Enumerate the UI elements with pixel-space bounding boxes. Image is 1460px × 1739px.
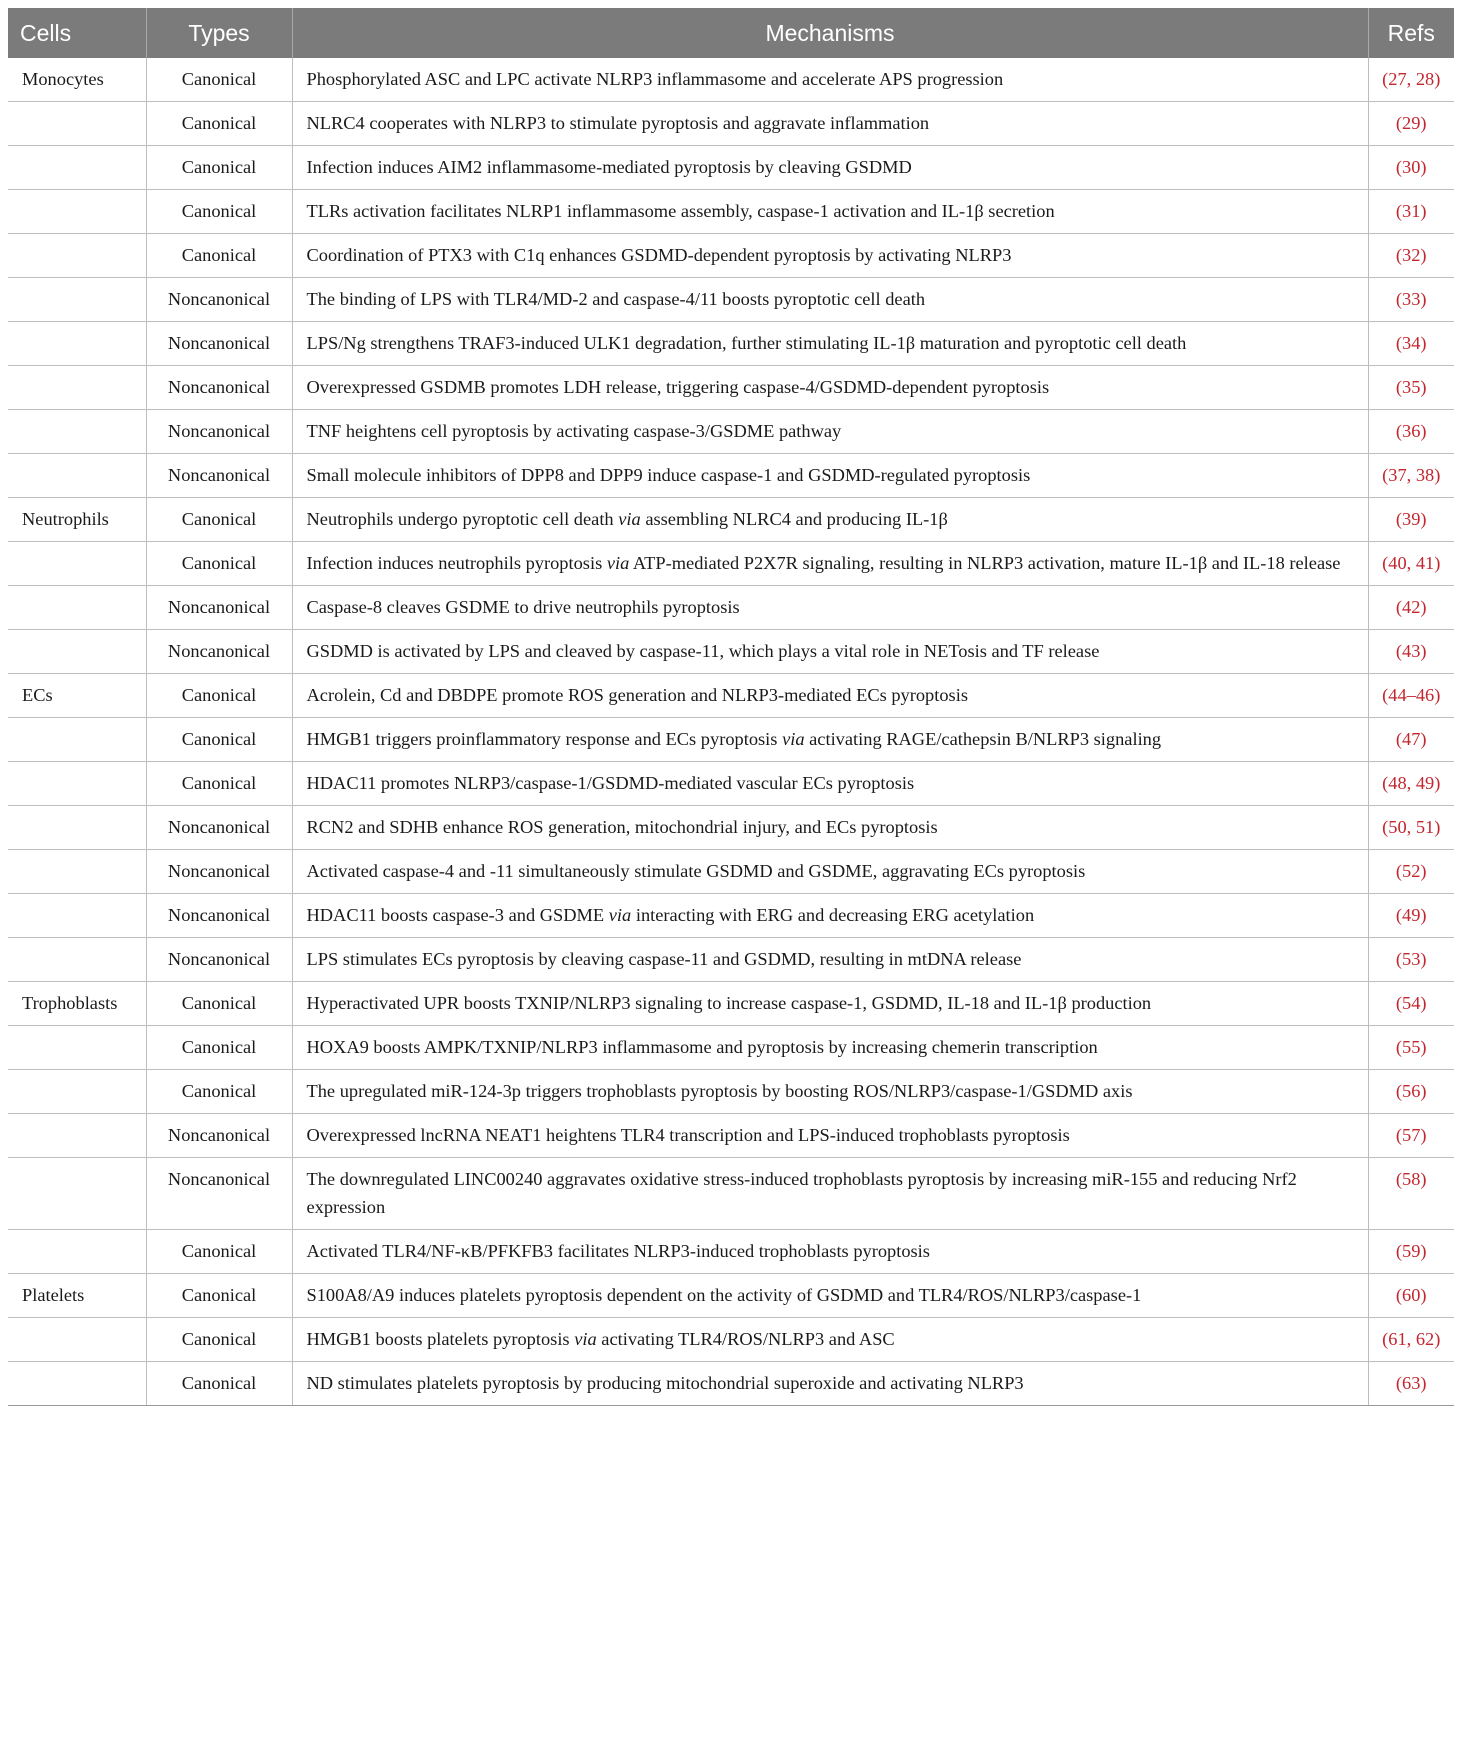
pathway-type: Canonical	[146, 1026, 292, 1070]
pathway-type: Noncanonical	[146, 1158, 292, 1230]
table-row	[8, 1362, 1454, 1406]
cell-type-name	[8, 102, 146, 146]
pathway-type: Noncanonical	[146, 894, 292, 938]
refs-cell	[1368, 102, 1454, 146]
pathway-type: Canonical	[146, 498, 292, 542]
cell-type-name	[8, 322, 146, 366]
refs-cell	[1368, 278, 1454, 322]
cell-type-name: Monocytes	[22, 69, 104, 89]
refs-cell	[1368, 1230, 1454, 1274]
cell-type-name	[8, 234, 146, 278]
pathway-type: Noncanonical	[146, 806, 292, 850]
pyroptosis-table-container	[8, 8, 1454, 1406]
pathway-type: Canonical	[146, 1230, 292, 1274]
cell-type-name	[8, 1318, 146, 1362]
refs-cell	[1368, 234, 1454, 278]
reference-link[interactable]: (53)	[1395, 949, 1427, 969]
reference-link[interactable]: (60)	[1395, 1285, 1427, 1305]
table-row	[8, 1274, 1454, 1318]
cell-type-name	[8, 718, 146, 762]
cell-type-name	[8, 1158, 146, 1230]
table-row	[8, 366, 1454, 410]
table-row	[8, 630, 1454, 674]
reference-link[interactable]: (33)	[1395, 289, 1427, 309]
cell-type-name	[8, 850, 146, 894]
cell-type-name	[8, 806, 146, 850]
table-row	[8, 58, 1454, 102]
refs-cell	[1368, 322, 1454, 366]
refs-cell	[1368, 542, 1454, 586]
mechanism-text: NLRC4 cooperates with NLRP3 to stimulate pyroptosis and aggravate inflammation	[292, 102, 1368, 146]
reference-link[interactable]: (30)	[1395, 157, 1427, 177]
cell-type-name	[8, 278, 146, 322]
reference-link[interactable]: (57)	[1395, 1125, 1427, 1145]
header-row	[8, 8, 1454, 58]
refs-cell	[1368, 58, 1454, 102]
mechanism-text: HMGB1 triggers proinflammatory response and ECs pyroptosis via activating RAGE/cathepsin B/NLRP3 signaling	[292, 718, 1368, 762]
mechanism-text: Neutrophils undergo pyroptotic cell death via assembling NLRC4 and producing IL-1β	[292, 498, 1368, 542]
reference-link[interactable]: (47)	[1395, 729, 1427, 749]
refs-cell	[1368, 586, 1454, 630]
reference-link[interactable]: (49)	[1395, 905, 1427, 925]
mechanism-text: LPS stimulates ECs pyroptosis by cleaving caspase-11 and GSDMD, resulting in mtDNA release	[292, 938, 1368, 982]
refs-cell	[1368, 190, 1454, 234]
mechanism-text: HMGB1 boosts platelets pyroptosis via activating TLR4/ROS/NLRP3 and ASC	[292, 1318, 1368, 1362]
cell-type-name	[8, 586, 146, 630]
mechanism-text: S100A8/A9 induces platelets pyroptosis dependent on the activity of GSDMD and TLR4/ROS/NLRP3/caspase-1	[292, 1274, 1368, 1318]
table-row	[8, 190, 1454, 234]
table-row	[8, 498, 1454, 542]
reference-link[interactable]: (63)	[1395, 1373, 1427, 1393]
table-row	[8, 102, 1454, 146]
mechanism-text: TLRs activation facilitates NLRP1 inflammasome assembly, caspase-1 activation and IL-1β secretion	[292, 190, 1368, 234]
table-row	[8, 322, 1454, 366]
pathway-type: Canonical	[146, 190, 292, 234]
cell-type-name	[8, 190, 146, 234]
reference-link[interactable]: (43)	[1395, 641, 1427, 661]
table-row	[8, 1318, 1454, 1362]
refs-cell	[1368, 806, 1454, 850]
mechanism-text: Small molecule inhibitors of DPP8 and DPP9 induce caspase-1 and GSDMD-regulated pyroptosis	[292, 454, 1368, 498]
header-types: Types	[146, 8, 292, 58]
cell-type-name	[8, 894, 146, 938]
cell-type-name: Platelets	[8, 1274, 146, 1318]
table-row	[8, 234, 1454, 278]
table-row	[8, 1026, 1454, 1070]
reference-link[interactable]: (34)	[1395, 333, 1427, 353]
pathway-type: Canonical	[146, 1070, 292, 1114]
reference-link[interactable]: (55)	[1395, 1037, 1427, 1057]
pathway-type: Canonical	[146, 1318, 292, 1362]
refs-cell	[1368, 982, 1454, 1026]
cell-type-name: Neutrophils	[8, 498, 146, 542]
refs-cell	[1368, 630, 1454, 674]
cell-type-name	[8, 938, 146, 982]
cell-type-name	[8, 630, 146, 674]
table-row	[8, 586, 1454, 630]
reference-link[interactable]: (36)	[1395, 421, 1427, 441]
table-row	[8, 542, 1454, 586]
table-row	[8, 938, 1454, 982]
table-body	[8, 58, 1454, 1406]
reference-link[interactable]: (59)	[1395, 1241, 1427, 1261]
cell-type-name	[8, 1114, 146, 1158]
table-row	[8, 1070, 1454, 1114]
mechanism-text: LPS/Ng strengthens TRAF3-induced ULK1 degradation, further stimulating IL-1β maturation and pyroptotic cell death	[292, 322, 1368, 366]
table-row	[8, 1158, 1454, 1230]
table-row	[8, 982, 1454, 1026]
pathway-type: Canonical	[146, 1274, 292, 1318]
mechanism-text: Activated caspase-4 and -11 simultaneously stimulate GSDMD and GSDME, aggravating ECs pyroptosis	[292, 850, 1368, 894]
mechanism-text: Phosphorylated ASC and LPC activate NLRP3 inflammasome and accelerate APS progression	[292, 58, 1368, 102]
cell-type-name	[8, 1362, 146, 1406]
pathway-type: Canonical	[146, 982, 292, 1026]
cell-type-name: Trophoblasts	[8, 982, 146, 1026]
reference-link[interactable]: (58)	[1395, 1169, 1427, 1189]
pathway-type: Canonical	[146, 1362, 292, 1406]
header-cells: Cells	[8, 8, 146, 58]
pathway-type: Noncanonical	[146, 410, 292, 454]
mechanism-text: Overexpressed GSDMB promotes LDH release, triggering caspase-4/GSDMD-dependent pyroptosis	[292, 366, 1368, 410]
mechanism-text: Activated TLR4/NF-κB/PFKFB3 facilitates NLRP3-induced trophoblasts pyroptosis	[292, 1230, 1368, 1274]
reference-link[interactable]: (54)	[1395, 993, 1427, 1013]
pathway-type: Canonical	[146, 674, 292, 718]
mechanism-text: ND stimulates platelets pyroptosis by producing mitochondrial superoxide and activating NLRP3	[292, 1362, 1368, 1406]
cell-type-name: ECs	[8, 674, 146, 718]
pathway-type: Canonical	[146, 542, 292, 586]
refs-cell	[1368, 674, 1454, 718]
reference-link[interactable]: (48, 49)	[1382, 773, 1441, 793]
cell-type-name	[8, 1230, 146, 1274]
pathway-type: Canonical	[146, 718, 292, 762]
cell-type-name	[8, 146, 146, 190]
refs-cell	[1368, 762, 1454, 806]
refs-cell	[1368, 1274, 1454, 1318]
reference-link[interactable]: (42)	[1395, 597, 1427, 617]
refs-cell	[1368, 938, 1454, 982]
refs-cell	[1368, 1114, 1454, 1158]
cell-type-name	[8, 1070, 146, 1114]
reference-link[interactable]: (29)	[1395, 113, 1427, 133]
table-header	[8, 8, 1454, 58]
pathway-type: Noncanonical	[146, 586, 292, 630]
refs-cell	[1368, 850, 1454, 894]
mechanism-text: Infection induces neutrophils pyroptosis via ATP-mediated P2X7R signaling, resulting in NLRP3 activation, mature IL-1β and IL-18 release	[292, 542, 1368, 586]
reference-link[interactable]: (61, 62)	[1382, 1329, 1441, 1349]
reference-link[interactable]: (50, 51)	[1382, 817, 1441, 837]
pathway-type: Canonical	[146, 234, 292, 278]
pathway-type: Noncanonical	[146, 454, 292, 498]
reference-link[interactable]: (56)	[1395, 1081, 1427, 1101]
table-row	[8, 410, 1454, 454]
pathway-type: Noncanonical	[146, 630, 292, 674]
table-row	[8, 278, 1454, 322]
cell-type-name	[8, 762, 146, 806]
refs-cell	[1368, 454, 1454, 498]
cell-type-name	[8, 366, 146, 410]
refs-cell	[1368, 366, 1454, 410]
table-row	[8, 674, 1454, 718]
mechanism-text: Coordination of PTX3 with C1q enhances GSDMD-dependent pyroptosis by activating NLRP3	[292, 234, 1368, 278]
mechanism-text: Hyperactivated UPR boosts TXNIP/NLRP3 signaling to increase caspase-1, GSDMD, IL-18 and IL-1β production	[292, 982, 1368, 1026]
cell-type-name	[8, 454, 146, 498]
table-row	[8, 850, 1454, 894]
reference-link[interactable]: (31)	[1395, 201, 1427, 221]
pathway-type: Noncanonical	[146, 938, 292, 982]
reference-link[interactable]: (37, 38)	[1382, 465, 1441, 485]
refs-cell	[1368, 146, 1454, 190]
mechanism-text: TNF heightens cell pyroptosis by activating caspase-3/GSDME pathway	[292, 410, 1368, 454]
pathway-type: Noncanonical	[146, 322, 292, 366]
reference-link[interactable]: (35)	[1395, 377, 1427, 397]
reference-link[interactable]: (40, 41)	[1382, 553, 1441, 573]
mechanism-text: Overexpressed lncRNA NEAT1 heightens TLR4 transcription and LPS-induced trophoblasts pyroptosis	[292, 1114, 1368, 1158]
table-row	[8, 806, 1454, 850]
refs-cell	[1368, 410, 1454, 454]
pathway-type: Noncanonical	[146, 1114, 292, 1158]
pathway-type: Noncanonical	[146, 366, 292, 410]
mechanism-text: RCN2 and SDHB enhance ROS generation, mitochondrial injury, and ECs pyroptosis	[292, 806, 1368, 850]
refs-cell	[1368, 1070, 1454, 1114]
pathway-type: Canonical	[146, 762, 292, 806]
table-row	[8, 454, 1454, 498]
table-row	[8, 762, 1454, 806]
mechanism-text: The downregulated LINC00240 aggravates oxidative stress-induced trophoblasts pyroptosis by increasing miR-155 and reducing Nrf2 expression	[292, 1158, 1368, 1230]
mechanism-text: The binding of LPS with TLR4/MD-2 and caspase-4/11 boosts pyroptotic cell death	[292, 278, 1368, 322]
refs-cell	[1368, 894, 1454, 938]
pathway-type: Noncanonical	[146, 278, 292, 322]
mechanism-text: HDAC11 promotes NLRP3/caspase-1/GSDMD-mediated vascular ECs pyroptosis	[292, 762, 1368, 806]
pathway-type: Canonical	[146, 102, 292, 146]
mechanism-text: The upregulated miR-124-3p triggers trophoblasts pyroptosis by boosting ROS/NLRP3/caspase-1/GSDMD axis	[292, 1070, 1368, 1114]
header-mechanisms: Mechanisms	[292, 8, 1368, 58]
reference-link[interactable]: (32)	[1395, 245, 1427, 265]
cell-type-name	[8, 410, 146, 454]
mechanism-text: HDAC11 boosts caspase-3 and GSDME via interacting with ERG and decreasing ERG acetylation	[292, 894, 1368, 938]
cell-type-name	[8, 1026, 146, 1070]
reference-link[interactable]: (27, 28)	[1382, 69, 1441, 89]
refs-cell	[1368, 1318, 1454, 1362]
cell-type-name	[8, 542, 146, 586]
refs-cell	[1368, 1362, 1454, 1406]
pathway-type: Canonical	[146, 58, 292, 102]
table-row	[8, 146, 1454, 190]
reference-link[interactable]: (52)	[1395, 861, 1427, 881]
refs-cell	[1368, 498, 1454, 542]
mechanism-text: HOXA9 boosts AMPK/TXNIP/NLRP3 inflammasome and pyroptosis by increasing chemerin transcription	[292, 1026, 1368, 1070]
mechanism-text: GSDMD is activated by LPS and cleaved by caspase-11, which plays a vital role in NETosis and TF release	[292, 630, 1368, 674]
mechanism-text: Caspase-8 cleaves GSDME to drive neutrophils pyroptosis	[292, 586, 1368, 630]
reference-link[interactable]: (44–46)	[1382, 685, 1441, 705]
refs-cell	[1368, 1158, 1454, 1230]
table-row	[8, 1114, 1454, 1158]
mechanism-text: Acrolein, Cd and DBDPE promote ROS generation and NLRP3-mediated ECs pyroptosis	[292, 674, 1368, 718]
table-row	[8, 1230, 1454, 1274]
table-row	[8, 718, 1454, 762]
refs-cell	[1368, 718, 1454, 762]
header-refs: Refs	[1368, 8, 1454, 58]
pathway-type: Canonical	[146, 146, 292, 190]
refs-cell	[1368, 1026, 1454, 1070]
pathway-type: Noncanonical	[146, 850, 292, 894]
mechanism-text: Infection induces AIM2 inflammasome-mediated pyroptosis by cleaving GSDMD	[292, 146, 1368, 190]
reference-link[interactable]: (39)	[1395, 509, 1427, 529]
mechanisms-table	[8, 8, 1454, 1406]
table-row	[8, 894, 1454, 938]
